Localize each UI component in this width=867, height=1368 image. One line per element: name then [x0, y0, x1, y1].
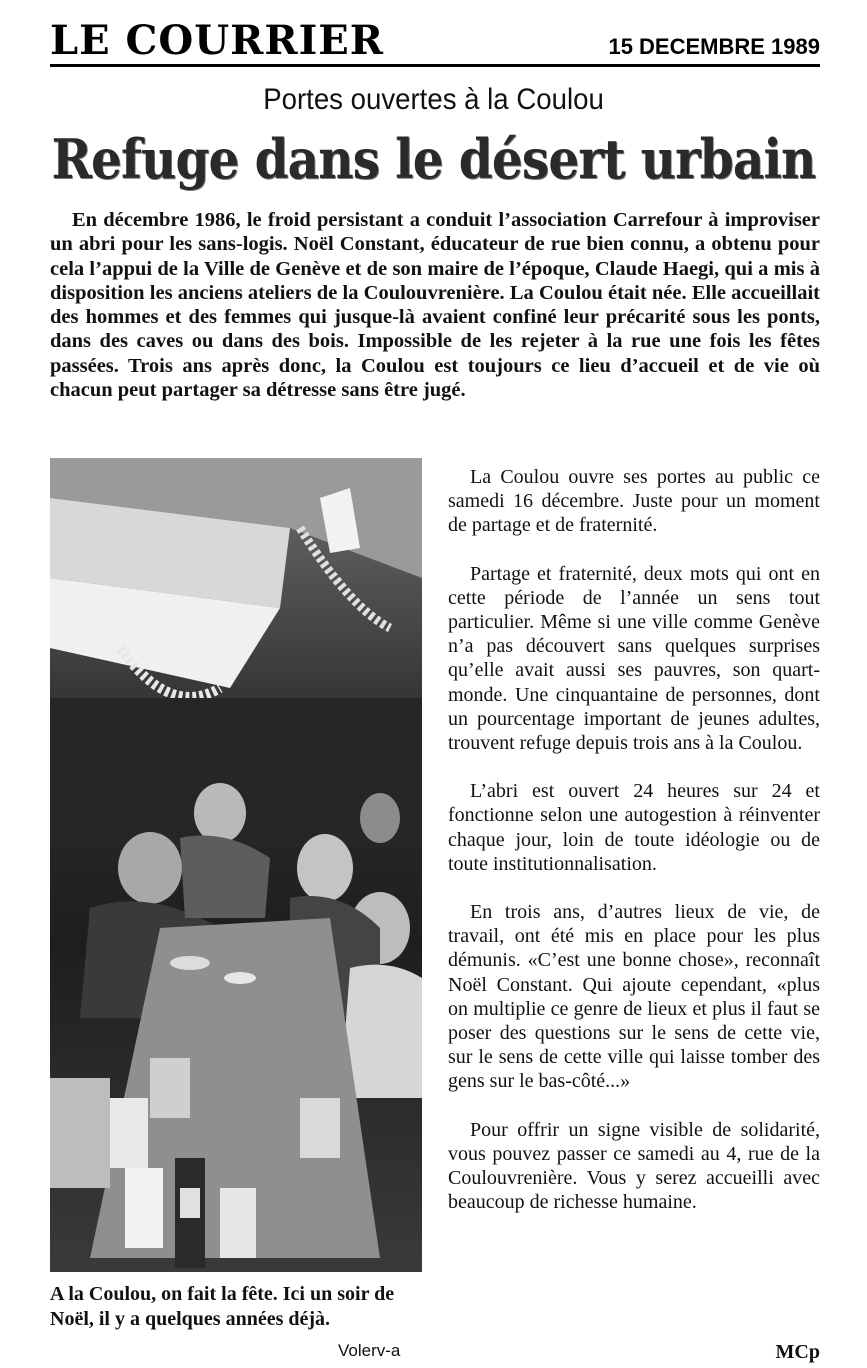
- publication-date: 15 DECEMBRE 1989: [608, 34, 820, 59]
- article-photo: [50, 458, 422, 1272]
- article-paragraph: Pour offrir un signe visible de solidarité, vous pouvez passer ce samedi au 4, rue de la Coulouvrenière. Vous y serez accueilli avec beaucoup de richesse humaine.: [448, 1118, 820, 1214]
- photo-illustration: [50, 458, 422, 1272]
- newspaper-name: LE COURRIER: [50, 17, 385, 64]
- article-lead: En décembre 1986, le froid persistant a conduit l’association Carrefour à improviser un abri pour les sans-logis. Noël Constant, éducateur de rue bien connu, a obtenu pour cela l’appui de la Ville de Genève et de son maire de l’époque, Claude Haegi, qui a mis à disposition les anciens ateliers de la Coulouvrenière. La Coulou était née. Elle accueillait des hommes et des femmes qui jusque-là avaient confiné leur précarité sous les ponts, dans des caves ou dans des bois. Impossible de les rejeter à la rue une fois les fêtes passées. Trois ans après donc, la Coulou est toujours ce lieu d’accueil et de vie où chacun peut partager sa détresse sans être jugé.: [50, 209, 820, 402]
- author-signature: MCp: [775, 1341, 820, 1363]
- photo-caption: A la Coulou, on fait la fête. Ici un soir de Noël, il y a quelques années déjà.: [50, 1283, 395, 1330]
- article-body: [448, 465, 820, 1238]
- article-paragraph: En trois ans, d’autres lieux de vie, de travail, ont été mis en place pour les plus démunis. «C’est une bonne chose», reconnaît Noël Constant. Qui ajoute cependant, «plus on multiplie ce genre de lieux et plus il faut se poser des questions sur le sens de cette vie, sur le sens de cette ville qui laisse tomber des gens sur le bas-côté...»: [448, 901, 820, 1093]
- masthead-rule: [50, 64, 820, 67]
- article-headline: Refuge dans le désert urbain: [51, 127, 816, 191]
- photo-credit: Volerv-a: [338, 1341, 401, 1360]
- article-paragraph: L’abri est ouvert 24 heures sur 24 et fonctionne selon une autogestion à réinventer chaque jour, loin de toute idéologie ou de toute institutionnalisation.: [448, 780, 820, 875]
- article-paragraph: Partage et fraternité, deux mots qui ont en cette période de l’année un sens tout particulier. Même si une ville comme Genève n’a pas découvert sans quelques surprises qu’elle avait aussi ses pauvres, son quart-monde. Une cinquantaine de personnes, dont un pourcentage important de jeunes adultes, trouvent refuge depuis trois ans à la Coulou.: [448, 562, 820, 755]
- article-paragraph: La Coulou ouvre ses portes au public ce samedi 16 décembre. Juste pour un moment de partage et de fraternité.: [448, 466, 820, 537]
- masthead: [50, 14, 820, 66]
- article-kicker: Portes ouvertes à la Coulou: [263, 83, 604, 116]
